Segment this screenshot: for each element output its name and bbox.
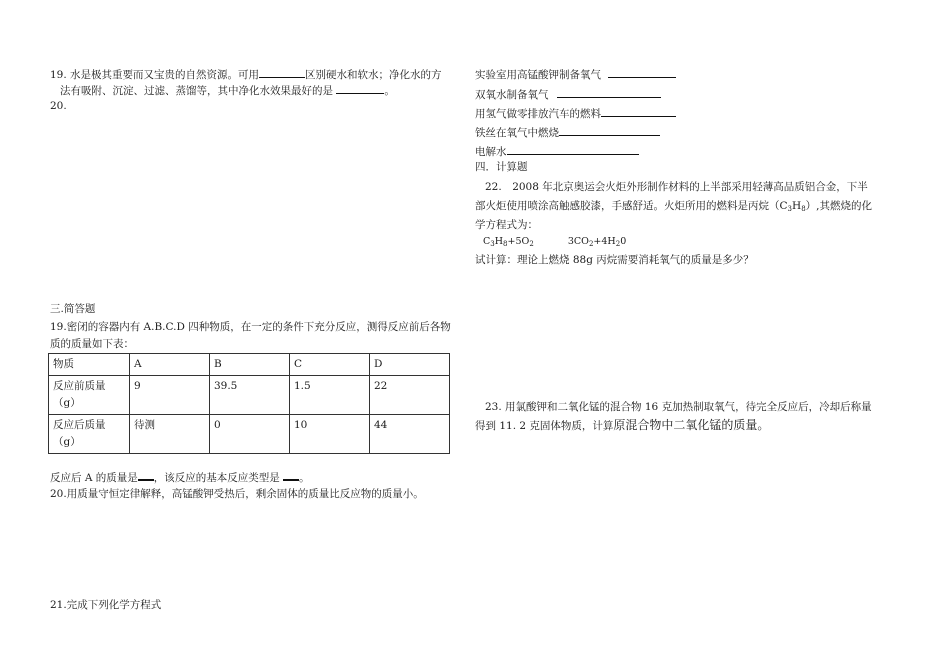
section3-title: 三.简答题 [50, 303, 96, 315]
table-cell: 0 [209, 415, 289, 454]
q19-line1-text-b: 区别硬水和软水；净化水的方 [305, 69, 442, 81]
after-table-question [50, 468, 310, 486]
eq-line-h2-fuel [475, 105, 676, 122]
table-header-row [49, 354, 450, 376]
eq-line-label: 实验室用高锰酸钾制备氧气 [475, 69, 601, 81]
q19-water-question [50, 66, 442, 83]
eq-left-h: H [494, 236, 504, 247]
table-header-cell: D [369, 354, 449, 376]
q19-line2 [60, 82, 395, 99]
table-row [49, 376, 450, 415]
eq-right-h2o: +4H [593, 236, 616, 247]
eq-line-electrolysis [475, 143, 639, 160]
q19-line2-text: 法有吸附、沉淀、过滤、蒸馏等，其中净化水效果最好的是 [60, 85, 333, 97]
subscript: 8 [503, 240, 508, 248]
blank-a-mass[interactable] [138, 468, 154, 481]
q19-line2-end: 。 [384, 85, 395, 97]
table-cell: 10 [289, 415, 369, 454]
q22-ask: 试计算：理论上燃烧 88g 丙烷需要消耗氧气的质量是多少？ [475, 254, 754, 266]
reaction-mass-table [48, 353, 450, 454]
subscript: 2 [615, 240, 621, 248]
q20-number: 20. [50, 100, 67, 112]
eq-line-h2o2 [475, 86, 661, 103]
combustion-equation [483, 234, 626, 252]
eq-line-label: 双氧水制备氧气 [475, 89, 549, 101]
subscript: 3 [787, 205, 793, 213]
blank-eq-iron[interactable] [559, 124, 660, 136]
q20b-text: 20.用质量守恒定律解释，高锰酸钾受热后，剩余固体的质量比反应物的质量小。 [50, 488, 424, 500]
subscript: 2 [529, 240, 534, 248]
q22-line1: 22. 2008 年北京奥运会火炬外形制作材料的上半部采用轻薄高品质铝合金，下半 [485, 181, 868, 193]
table-cell: 待测 [130, 415, 210, 454]
q19b-line2: 质的质量如下表： [50, 338, 134, 350]
q22-line3: 学方程式为： [475, 219, 538, 231]
subscript: 8 [801, 205, 806, 213]
q22-line2 [475, 199, 872, 217]
eq-line-kmno4 [475, 66, 676, 83]
blank-eq-h2-fuel[interactable] [601, 105, 676, 117]
table-cell: 9 [130, 376, 210, 415]
table-cell: 反应后质量（g） [49, 415, 130, 454]
q22-line2-end: ）,其燃烧的化 [805, 200, 872, 212]
table-header-cell: C [289, 354, 369, 376]
q21-title: 21.完成下列化学方程式 [50, 599, 162, 611]
table-header-cell: A [130, 354, 210, 376]
blank-eq-h2o2[interactable] [557, 86, 661, 98]
eq-line-iron [475, 124, 660, 141]
q23-line2-text-a: 得到 11. 2 克固体物质，计算 [475, 420, 614, 432]
q22-line2-text: 部火炬使用喷涂高触感胶漆，手感舒适。火炬所用的燃料是丙烷（C [475, 200, 788, 212]
table-cell: 1.5 [289, 376, 369, 415]
eq-line-label: 用氢气做零排放汽车的燃料 [475, 108, 601, 120]
q23-line2-text-b: 原混合物中二氧化锰的质量。 [613, 418, 770, 432]
q22-line2-mid: H [792, 200, 802, 212]
blank-eq-kmno4[interactable] [608, 66, 676, 78]
eq-right-co2: 3CO [567, 236, 589, 247]
after-table-text-a: 反应后 A 的质量是 [50, 472, 138, 484]
subscript: 2 [588, 240, 594, 248]
table-header-cell: B [209, 354, 289, 376]
table-cell: 44 [369, 415, 449, 454]
blank-eq-electrolysis[interactable] [507, 143, 639, 155]
after-table-text-c: 。 [299, 472, 310, 484]
q23-line2 [475, 418, 769, 434]
q19b-line1: 19.密闭的容器内有 A.B.C.D 四种物质，在一定的条件下充分反应，测得反应前后各物 [50, 321, 451, 333]
eq-left-c: C [483, 236, 491, 247]
table-cell: 39.5 [209, 376, 289, 415]
table-row [49, 415, 450, 454]
q19-line1-text: 19. 水是极其重要而又宝贵的自然资源。可用 [50, 69, 260, 81]
section4-title: 四．计算题 [475, 161, 528, 173]
table-header-cell: 物质 [49, 354, 130, 376]
table-cell: 22 [369, 376, 449, 415]
table-cell: 反应前质量（g） [49, 376, 130, 415]
eq-line-label: 电解水 [475, 146, 507, 158]
q23-line1: 23. 用氯酸钾和二氧化锰的混合物 16 克加热制取氧气，待完全反应后，冷却后称量 [485, 401, 872, 413]
blank-best-purification[interactable] [336, 82, 384, 94]
subscript: 3 [490, 240, 495, 248]
eq-right-o: 0 [620, 236, 627, 247]
after-table-text-b: ，该反应的基本反应类型是 [153, 472, 280, 484]
eq-left-o2: +5O [507, 236, 530, 247]
blank-hard-soft-water[interactable] [259, 66, 305, 78]
eq-line-label: 铁丝在氧气中燃烧 [475, 127, 559, 139]
blank-reaction-type[interactable] [283, 468, 299, 481]
